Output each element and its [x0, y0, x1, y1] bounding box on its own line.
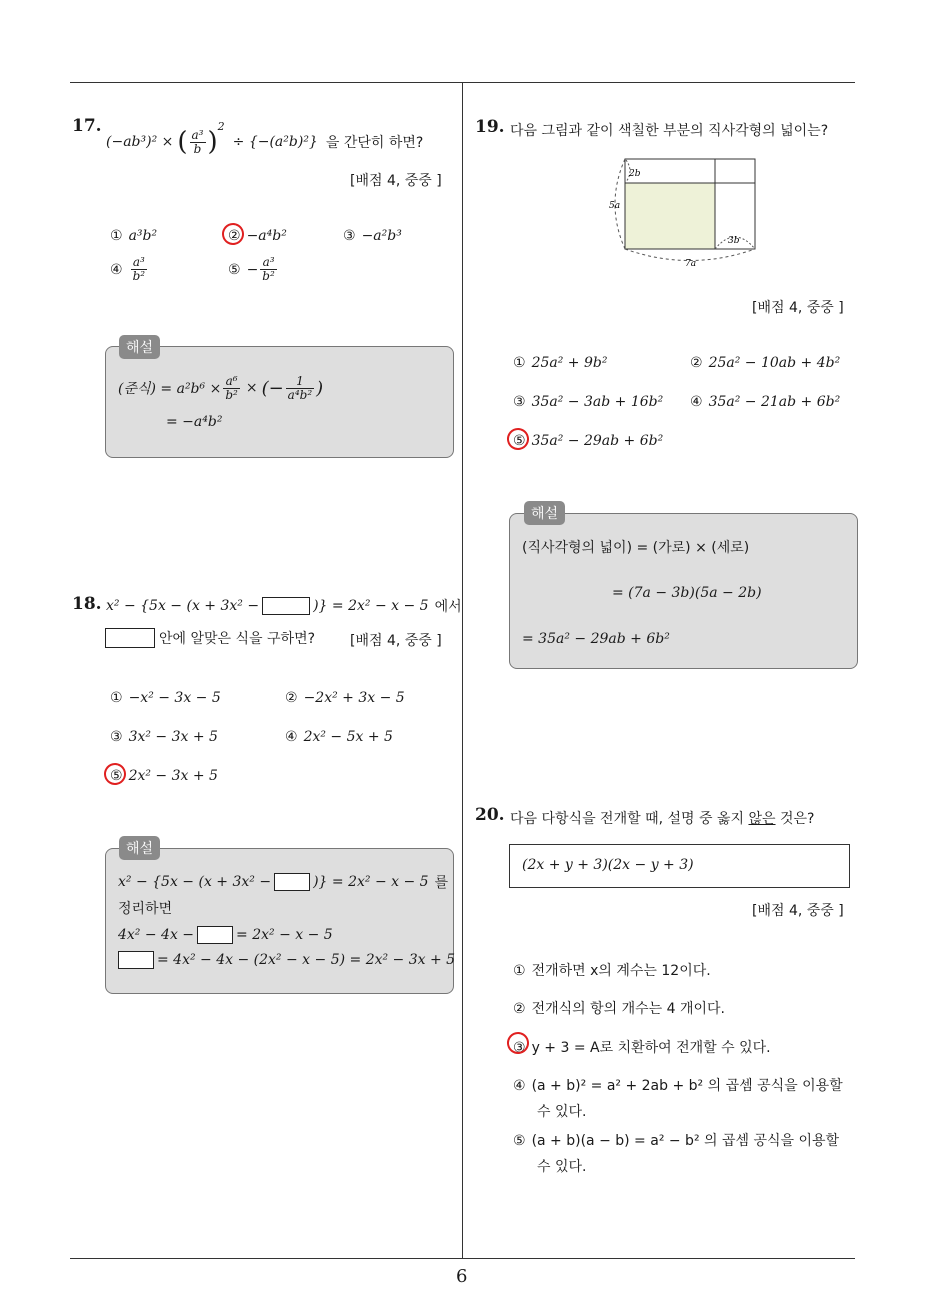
q20-choice-3[interactable] — [513, 1037, 771, 1057]
choice-text: −2x² + 3x − 5 — [303, 690, 405, 706]
frac-top: 1 — [286, 375, 314, 389]
sol-blank — [274, 873, 310, 891]
sol-times: × — [245, 380, 258, 396]
q17-meta: [배점 4, 중중 ] — [350, 173, 442, 189]
choice-number: ① — [110, 690, 123, 706]
sol-paren-left: (− — [261, 377, 284, 399]
sol-text: x² − {5x − (x + 3x² − — [118, 874, 272, 890]
q20-meta: [배점 4, 중중 ] — [752, 903, 844, 919]
choice-number: ② — [228, 228, 241, 244]
choice-number: ③ — [513, 394, 526, 410]
choice-number: ⑤ — [513, 433, 526, 449]
q20-choice-4-cont: 수 있다. — [537, 1104, 587, 1120]
q18-line2 — [105, 628, 315, 648]
choice-number: ⑤ — [513, 1133, 526, 1149]
q19-figure — [600, 150, 770, 270]
choice-number: ② — [285, 690, 298, 706]
choice-text: 3x² − 3x + 5 — [128, 729, 218, 745]
q19-solution-line1: (직사각형의 넓이) = (가로) × (세로) — [522, 540, 750, 556]
q19-choice-4[interactable] — [690, 394, 840, 410]
q18-blank — [262, 597, 310, 615]
choice-number: ① — [513, 355, 526, 371]
q18-choice-1[interactable] — [110, 690, 221, 706]
frac-bot: b² — [132, 269, 146, 283]
choice-text: 25a² − 10ab + 4b² — [708, 355, 841, 371]
choice-prefix: − — [246, 261, 259, 278]
frac-top: a⁶ — [223, 375, 240, 389]
q20-question-b: 것은? — [779, 811, 815, 827]
q17-fraction — [190, 129, 206, 156]
sol-blank — [118, 951, 154, 969]
q17-paren-left: ( — [177, 127, 188, 157]
q20-choice-5-cont: 수 있다. — [537, 1159, 587, 1175]
q17-solution-line2: = −a⁴b² — [166, 414, 223, 430]
choice-text: 35a² − 29ab + 6b² — [531, 433, 664, 449]
q20-question-a: 다음 다항식을 전개할 때, 설명 중 옳지 — [510, 811, 745, 827]
q17-frac-top: a³ — [191, 127, 204, 142]
frac-top: a³ — [260, 256, 277, 270]
choice-text: y + 3 = A로 치환하여 전개할 수 있다. — [531, 1040, 771, 1056]
sol-text: )} = 2x² − x − 5 — [313, 874, 429, 890]
q19-solution-line3: = 35a² − 29ab + 6b² — [522, 631, 670, 647]
sol-fraction-1 — [223, 375, 240, 402]
q19-question: 다음 그림과 같이 색칠한 부분의 직사각형의 넓이는? — [510, 123, 829, 139]
q17-expression — [106, 122, 423, 162]
choice-number: ④ — [110, 261, 123, 278]
sol-fraction-2 — [286, 375, 314, 402]
choice-number: ③ — [110, 729, 123, 745]
label-2b: 2b — [629, 169, 641, 179]
choice-number: ⑤ — [110, 768, 123, 784]
choice-text: −a⁴b² — [246, 228, 287, 244]
q20-choice-4[interactable] — [513, 1075, 843, 1095]
q20-number: 20. — [475, 805, 505, 825]
choice-text: 2x² − 3x + 5 — [128, 768, 218, 784]
choice-number: ③ — [513, 1040, 526, 1056]
choice-fraction — [260, 256, 277, 283]
choice-text: −a²b³ — [361, 228, 402, 244]
bottom-rule — [70, 1258, 855, 1259]
choice-text: 35a² − 3ab + 16b² — [531, 394, 664, 410]
q18-question: 안에 알맞은 식을 구하면? — [159, 631, 316, 647]
choice-text: 25a² + 9b² — [531, 355, 608, 371]
q18-solution-box — [105, 848, 454, 994]
q20-choice-2[interactable] — [513, 998, 725, 1018]
q18-choice-2[interactable] — [285, 690, 405, 706]
q20-choice-1[interactable] — [513, 960, 711, 980]
sol-text: 4x² − 4x − — [118, 927, 195, 943]
q18-solution-line4 — [118, 951, 455, 969]
q18-tail: 에서 — [434, 599, 462, 615]
choice-text: 2x² − 5x + 5 — [303, 729, 393, 745]
q18-solution-line3 — [118, 926, 333, 944]
frac-bot: b² — [262, 269, 275, 283]
q20-question-underlined: 않은 — [748, 811, 776, 827]
shaded-rectangle — [625, 183, 715, 249]
q19-meta: [배점 4, 중중 ] — [752, 300, 844, 316]
q17-choice-5[interactable] — [228, 256, 279, 283]
choice-text: 전개하면 x의 계수는 12이다. — [531, 963, 711, 979]
q19-solution-line2: = (7a − 3b)(5a − 2b) — [612, 585, 762, 601]
sol-text: = 2x² − x − 5 — [236, 927, 333, 943]
choice-number: ⑤ — [228, 261, 241, 278]
choice-number: ① — [110, 228, 123, 244]
q17-choice-1[interactable] — [110, 228, 157, 244]
q19-solution-label: 해설 — [524, 501, 565, 525]
q17-expr-a: (−ab³)² × — [106, 134, 174, 150]
choice-text: (a + b)(a − b) = a² − b² 의 곱셈 공식을 이용할 — [531, 1133, 840, 1149]
label-3b: 3b — [728, 236, 740, 246]
q17-exponent: 2 — [217, 120, 225, 133]
q17-choice-4[interactable] — [110, 256, 149, 283]
choice-text: (a + b)² = a² + 2ab + b² 의 곱셈 공식을 이용할 — [531, 1078, 843, 1094]
q18-expr-b: )} = 2x² − x − 5 — [313, 598, 429, 614]
q18-solution-line1 — [118, 872, 448, 892]
choice-number: ① — [513, 963, 526, 979]
q17-question: 을 간단히 하면? — [325, 135, 424, 151]
q18-solution-line2: 정리하면 — [118, 901, 173, 917]
choice-text: 35a² − 21ab + 6b² — [708, 394, 841, 410]
frac-bot: a⁴b² — [287, 387, 313, 402]
q17-paren-right: ) — [207, 127, 218, 157]
sol-text: = 4x² − 4x − (2x² − x − 5) = 2x² − 3x + 5 — [157, 952, 456, 968]
q17-frac-bot: b — [193, 141, 202, 156]
q19-number: 19. — [475, 117, 505, 137]
choice-number: ④ — [285, 729, 298, 745]
sol-blank — [197, 926, 233, 944]
frac-top: a³ — [131, 256, 148, 270]
choice-number: ② — [513, 1001, 526, 1017]
q20-expression: (2x + y + 3)(2x − y + 3) — [522, 857, 694, 873]
q18-expression — [106, 596, 462, 616]
label-7a: 7a — [685, 259, 697, 269]
sol-text: (준식) = a²b⁶ × — [118, 381, 222, 397]
label-5a: 5a — [609, 201, 621, 211]
q18-blank-2 — [105, 628, 155, 648]
q17-solution-label: 해설 — [119, 335, 160, 359]
q20-choice-5[interactable] — [513, 1130, 839, 1150]
sol-text: 를 — [434, 875, 449, 891]
q19-choice-1[interactable] — [513, 355, 607, 371]
q17-solution-line1 — [118, 368, 323, 408]
q20-question — [510, 808, 814, 828]
q18-meta: [배점 4, 중중 ] — [350, 633, 442, 649]
choice-number: ② — [690, 355, 703, 371]
q17-choice-3[interactable] — [343, 228, 402, 244]
page-number: 6 — [456, 1266, 468, 1287]
column-divider — [462, 83, 463, 1258]
choice-text: −x² − 3x − 5 — [128, 690, 221, 706]
choice-text: a³b² — [128, 228, 158, 244]
q18-expr-a: x² − {5x − (x + 3x² − — [106, 598, 260, 614]
q17-number: 17. — [72, 116, 102, 136]
frac-bot: b² — [225, 387, 238, 402]
choice-number: ④ — [513, 1078, 526, 1094]
choice-fraction — [131, 256, 148, 283]
q18-choice-3[interactable] — [110, 729, 218, 745]
q18-solution-label: 해설 — [119, 836, 160, 860]
choice-number: ③ — [343, 228, 356, 244]
q19-choice-2[interactable] — [690, 355, 840, 371]
q18-number: 18. — [72, 594, 102, 614]
choice-number: ④ — [690, 394, 703, 410]
q19-choice-3[interactable] — [513, 394, 663, 410]
q19-choice-5[interactable] — [513, 433, 663, 449]
sol-paren-right: ) — [316, 377, 324, 399]
q18-choice-4[interactable] — [285, 729, 393, 745]
q18-choice-5[interactable] — [110, 768, 218, 784]
choice-text: 전개식의 항의 개수는 4 개이다. — [531, 1001, 726, 1017]
q17-expr-b: ÷ {−(a²b)²} — [232, 134, 318, 150]
